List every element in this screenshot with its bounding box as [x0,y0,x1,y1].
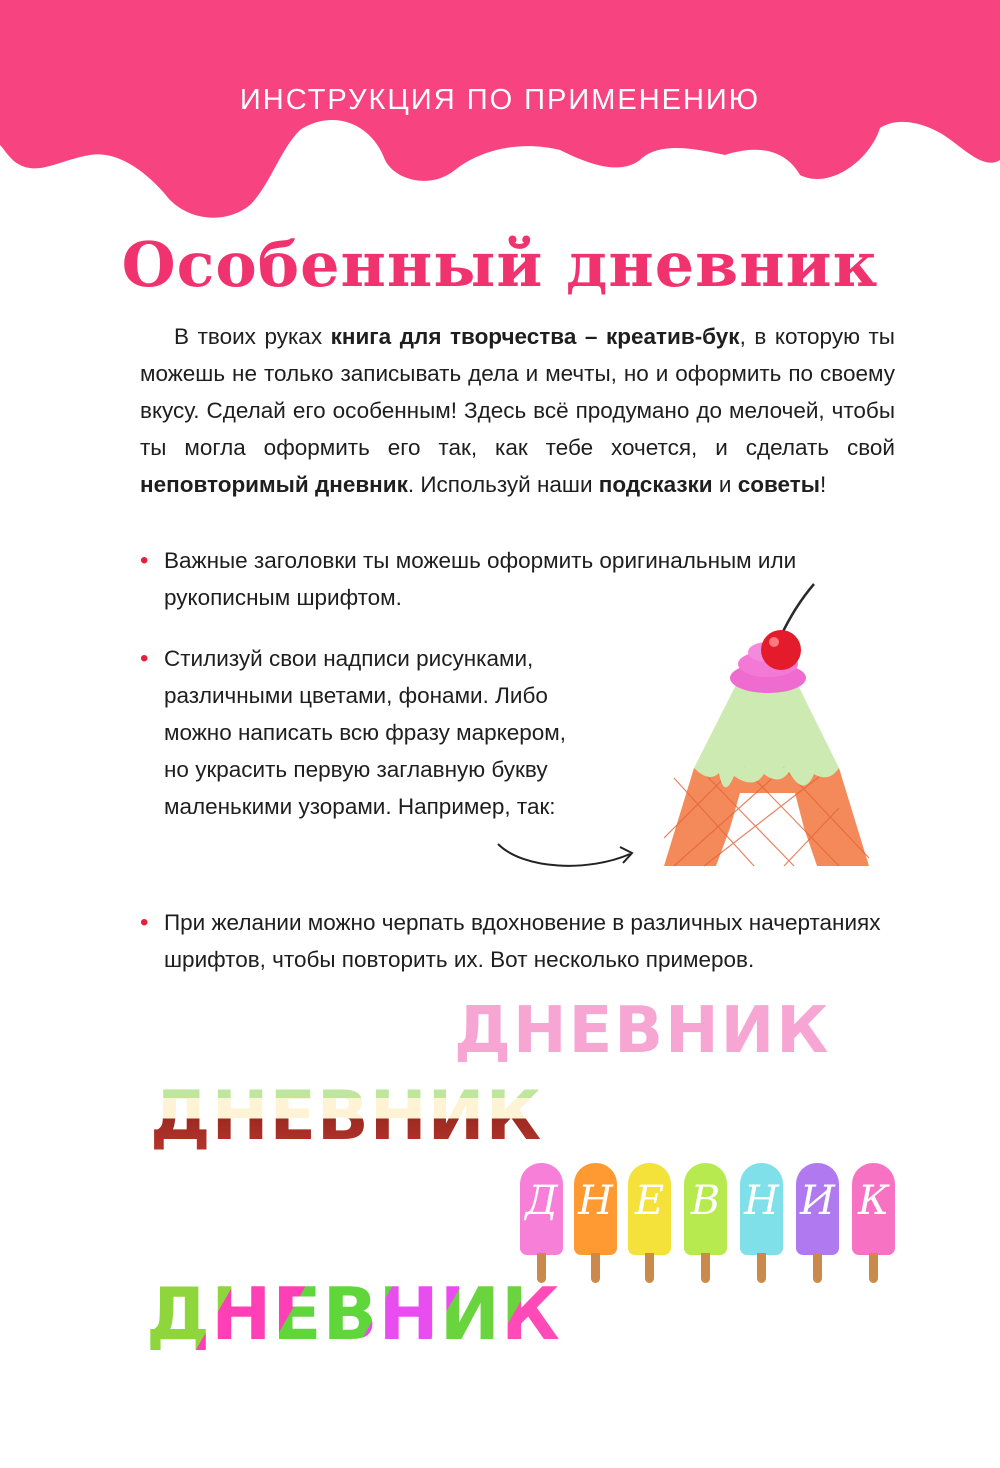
popsicle-letter: Н [740,1163,783,1285]
font-example-multicolor: ДНЕВНИК [146,1272,561,1356]
font-example-pink: ДНЕВНИК [454,994,831,1068]
popsicle-letter: К [852,1163,895,1285]
popsicle-letter: Н [574,1163,617,1285]
popsicle-letter: В [684,1163,727,1285]
intro-paragraph: В твоих руках книга для творчества – креатив-бук, в которую ты можешь не только записывать дела и мечты, но и оформить по своему вкусу. Сделай его особенным! Здесь всё продумано до мелочей, чтобы ты могла оформить его так, как тебе хочется, и сделать свой неповторимый дневник. Используй наши подсказки и советы! [140,324,895,497]
bullet-item-inspiration [140,904,900,978]
font-example-cake: ДНЕВНИК [150,1077,543,1156]
bullet-text: Важные заголовки ты можешь оформить оригинальным или рукописным шрифтом. [164,548,797,610]
popsicle-letter: Е [628,1163,671,1285]
curved-arrow-icon [494,836,640,876]
bullet-text: При желании можно черпать вдохновение в различных начертаниях шрифтов, чтобы повторить их. Вот несколько примеров. [164,910,881,972]
bullet-dot: • [140,909,149,936]
font-example-popsicles [520,1163,900,1285]
bullet-dot: • [140,547,149,574]
bullet-text: Стилизуй свои надписи рисунками, различными цветами, фонами. Либо можно написать всю фразу маркером, но украсить первую заглавную букву маленькими узорами. Например, так: [164,646,566,819]
header-title: ИНСТРУКЦИЯ ПО ПРИМЕНЕНИЮ [239,84,761,116]
popsicle-letter: И [796,1163,839,1285]
popsicle-letter: Д [520,1163,563,1285]
header-cloud-shape [0,0,1000,240]
ice-cream-letter-a-icon [664,578,874,868]
bullet-item-styling [140,640,570,825]
page-title: Особенный дневник [121,228,879,301]
bullet-dot: • [140,645,149,672]
